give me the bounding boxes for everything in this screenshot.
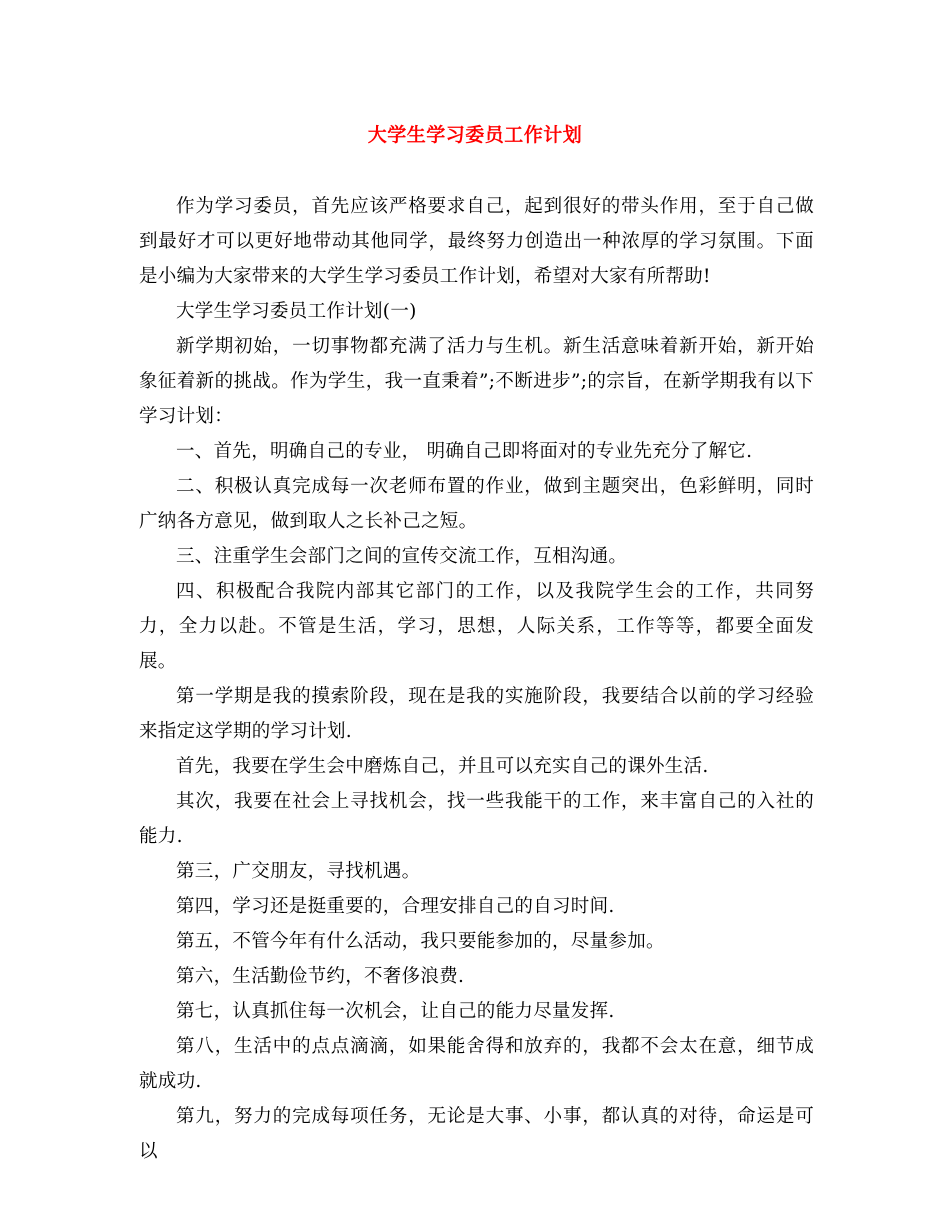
paragraph: 其次，我要在社会上寻找机会，找一些我能干的工作，来丰富自己的入社的能力. — [139, 791, 814, 847]
paragraph: 一、首先，明确自己的专业， 明确自己即将面对的专业先充分了解它. — [176, 441, 753, 462]
paragraph: 作为学习委员，首先应该严格要求自己，起到很好的带头作用，至于自己做到最好才可以更好地带动其他同学，最终努力创造出一种浓厚的学习氛围。下面是小编为大家带来的大学生学习委员工作计划，希望对大家有所帮助! — [139, 196, 814, 287]
paragraph: 第四，学习还是挺重要的，合理安排自己的自习时间. — [176, 896, 615, 917]
paragraph: 第一学期是我的摸索阶段，现在是我的实施阶段，我要结合以前的学习经验来指定这学期的学习计划. — [139, 686, 814, 742]
paragraph: 首先，我要在学生会中磨炼自己，并且可以充实自己的课外生活. — [176, 756, 709, 777]
paragraph: 新学期初始，一切事物都充满了活力与生机。新生活意味着新开始，新开始象征着新的挑战。作为学生，我一直秉着”;不断进步”;的宗旨，在新学期我有以下学习计划： — [139, 336, 814, 427]
paragraph: 第七，认真抓住每一次机会，让自己的能力尽量发挥. — [176, 1001, 615, 1022]
document-title: 大学生学习委员工作计划 — [367, 124, 583, 146]
paragraph: 四、积极配合我院内部其它部门的工作，以及我院学生会的工作，共同努力，全力以赴。不管是生活，学习，思想，人际关系，工作等等，都要全面发展。 — [139, 581, 814, 672]
paragraph: 第八，生活中的点点滴滴，如果能舍得和放弃的，我都不会太在意，细节成就成功. — [139, 1036, 814, 1092]
paragraph: 三、注重学生会部门之间的宣传交流工作，互相沟通。 — [176, 546, 628, 567]
document-body — [139, 189, 814, 1169]
paragraph: 第五，不管今年有什么活动，我只要能参加的，尽量参加。 — [176, 931, 665, 952]
paragraph: 二、积极认真完成每一次老师布置的作业，做到主题突出，色彩鲜明，同时广纳各方意见，做到取人之长补己之短。 — [139, 476, 814, 532]
paragraph: 第三，广交朋友，寻找机遇。 — [176, 861, 421, 882]
section-heading: 大学生学习委员工作计划(一) — [176, 301, 417, 322]
paragraph: 第六，生活勤俭节约，不奢侈浪费. — [176, 966, 465, 987]
paragraph: 第九，努力的完成每项任务，无论是大事、小事，都认真的对待，命运是可以 — [139, 1106, 814, 1162]
